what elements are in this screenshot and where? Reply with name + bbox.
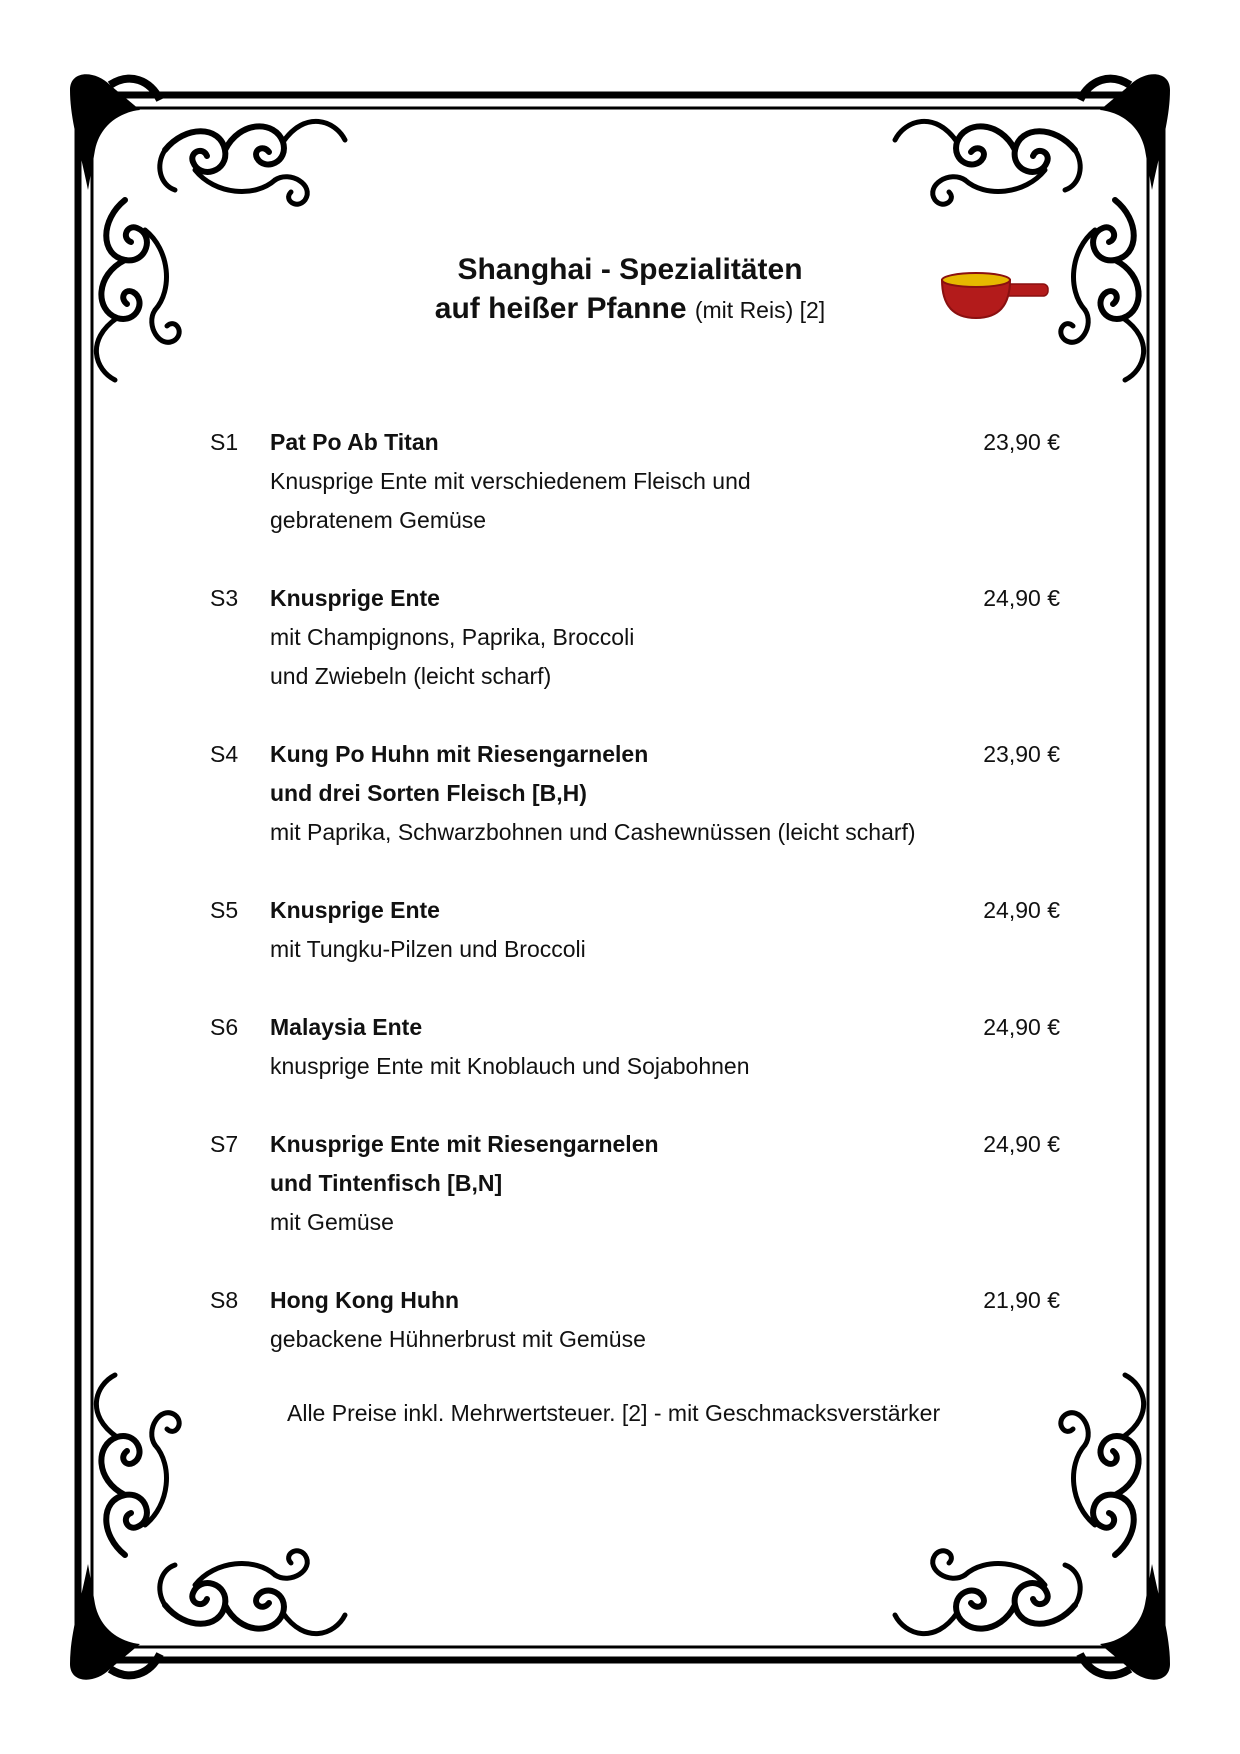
hot-pan-icon [940, 266, 1050, 326]
item-description: mit Gemüse [270, 1209, 394, 1235]
item-code: S1 [210, 429, 239, 455]
item-description: gebackene Hühnerbrust mit Gemüse [270, 1326, 646, 1352]
item-description: Knusprige Ente mit verschiedenem Fleisch und gebratenem Gemüse [270, 468, 751, 533]
item-code: S7 [210, 1131, 239, 1157]
item-code: S3 [210, 585, 239, 611]
subtitle-note: (mit Reis) [2] [694, 297, 826, 323]
item-code: S4 [210, 741, 239, 767]
item-name: Malaysia Ente [270, 1014, 423, 1040]
item-price: 24,90 € [983, 585, 1060, 611]
item-name: Knusprige Ente [270, 585, 440, 611]
item-code: S8 [210, 1287, 239, 1313]
subtitle-text: auf heißer Pfanne [434, 292, 687, 325]
item-code: S6 [210, 1014, 239, 1040]
item-description: knusprige Ente mit Knoblauch und Sojabohnen [270, 1053, 750, 1079]
item-description: mit Tungku-Pilzen und Broccoli [270, 936, 586, 962]
item-description: mit Paprika, Schwarzbohnen und Cashewnüssen (leicht scharf) [270, 819, 916, 845]
item-price: 24,90 € [983, 897, 1060, 923]
item-name: Knusprige Ente [270, 897, 440, 923]
footer-note: Alle Preise inkl. Mehrwertsteuer. [2] - mit Geschmacksverstärker [287, 1400, 941, 1426]
item-price: 21,90 € [983, 1287, 1060, 1313]
item-price: 23,90 € [983, 741, 1060, 767]
item-price: 24,90 € [983, 1131, 1060, 1157]
item-price: 23,90 € [983, 429, 1060, 455]
item-name: Knusprige Ente mit Riesengarnelen und Tintenfisch [B,N] [270, 1131, 659, 1196]
item-name: Kung Po Huhn mit Riesengarnelen und drei Sorten Fleisch [B,H) [270, 741, 649, 806]
item-name: Pat Po Ab Titan [270, 429, 439, 455]
item-description: mit Champignons, Paprika, Broccoli und Zwiebeln (leicht scharf) [270, 624, 635, 689]
item-price: 24,90 € [983, 1014, 1060, 1040]
page-title: Shanghai - Spezialitäten [457, 253, 803, 286]
item-code: S5 [210, 897, 239, 923]
page-subtitle [330, 292, 930, 326]
item-name: Hong Kong Huhn [270, 1287, 460, 1313]
